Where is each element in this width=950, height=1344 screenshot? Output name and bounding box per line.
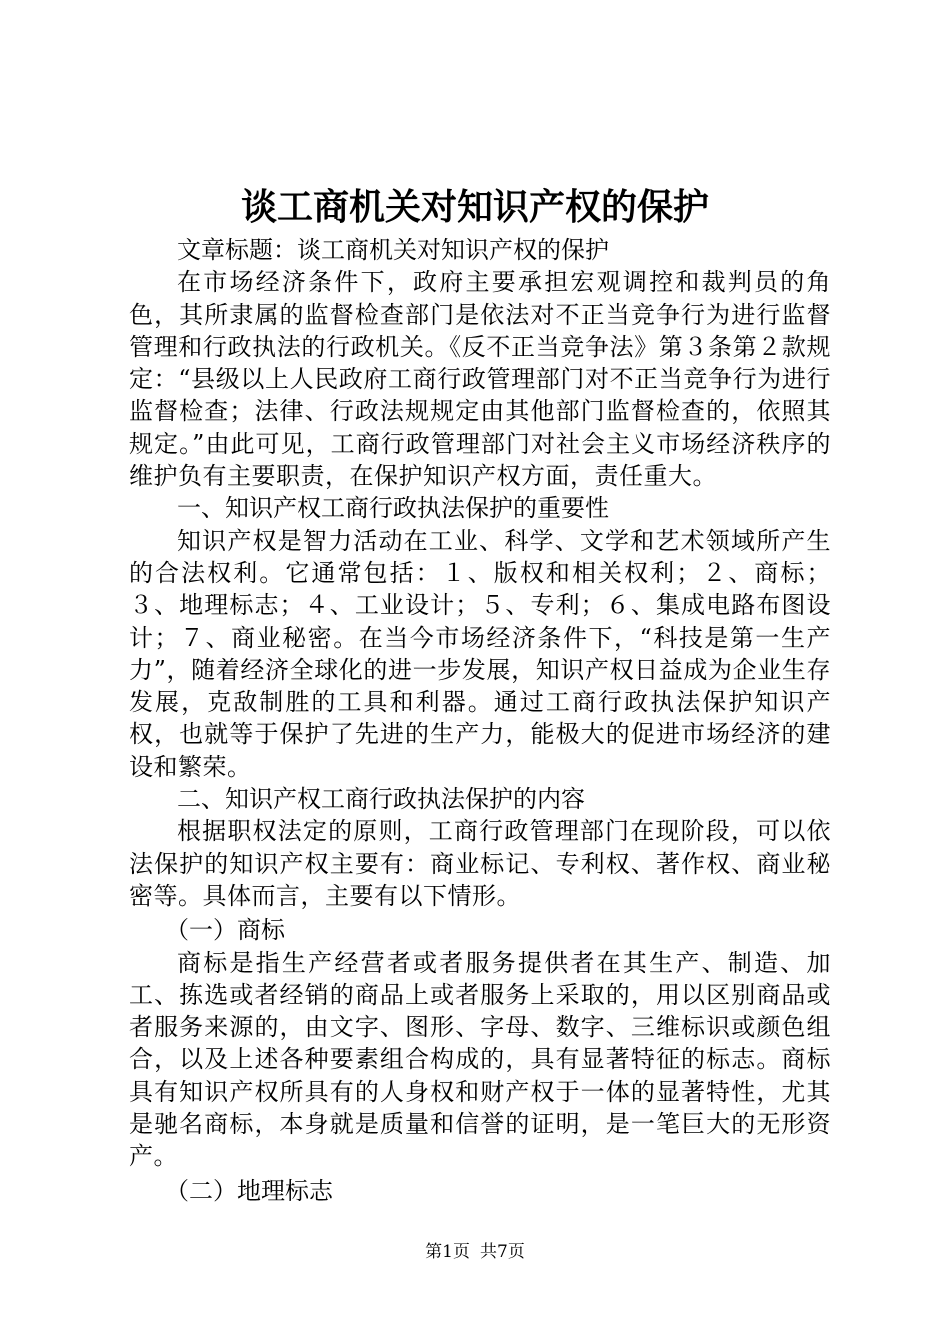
paragraph-trademark: 商标是指生产经营者或者服务提供者在其生产、制造、加工、拣选或者经销的商品上或者服务上采取的，用以区别商品或者服务来源的，由文字、图形、字母、数字、三维标识或颜色组合，以及上述各种要素组合构成的，具有显著特征的标志。商标具有知识产权所具有的人身权和财产权于一体的显著特性，尤其是驰名商标，本身就是质量和信誉的证明，是一笔巨大的无形资产。 [129,948,831,1171]
page-footer [0,1240,950,1264]
subsection-heading-geo-indication: （二）地理标志 [165,1176,333,1205]
subsection-heading-trademark: （一）商标 [165,916,285,945]
page-number-total: 共7页 [480,1242,525,1262]
document-body [129,234,831,1207]
section-heading-importance: 一、知识产权工商行政执法保护的重要性 [177,494,609,523]
page-number-current: 第1页 [425,1242,470,1262]
paragraph-importance: 知识产权是智力活动在工业、科学、文学和艺术领域所产生的合法权利。它通常包括：１、版权和相关权利；２、商标；３、地理标志；４、工业设计；５、专利；６、集成电路布图设计；７、商业秘密。在当今市场经济条件下，“科技是第一生产力”，随着经济全球化的进一步发展，知识产权日益成为企业生存发展，克敌制胜的工具和利器。通过工商行政执法保护知识产权，也就等于保护了先进的生产力，能极大的促进市场经济的建设和繁荣。 [129,526,831,781]
section-heading-content: 二、知识产权工商行政执法保护的内容 [177,785,585,814]
article-label: 文章标题：谈工商机关对知识产权的保护 [177,236,609,264]
paragraph-content: 根据职权法定的原则，工商行政管理部门在现阶段，可以依法保护的知识产权主要有：商业标记、专利权、著作权、商业秘密等。具体而言，主要有以下情形。 [129,817,831,910]
paragraph-intro: 在市场经济条件下，政府主要承担宏观调控和裁判员的角色，其所隶属的监督检查部门是依法对不正当竞争行为进行监督管理和行政执法的行政机关。《反不正当竞争法》第３条第２款规定：“县级以上人民政府工商行政管理部门对不正当竞争行为进行监督检查；法律、行政法规规定由其他部门监督检查的，依照其规定。”由此可见，工商行政管理部门对社会主义市场经济秩序的维护负有主要职责，在保护知识产权方面，责任重大。 [129,268,831,491]
document-title: 谈工商机关对知识产权的保护 [240,187,709,228]
